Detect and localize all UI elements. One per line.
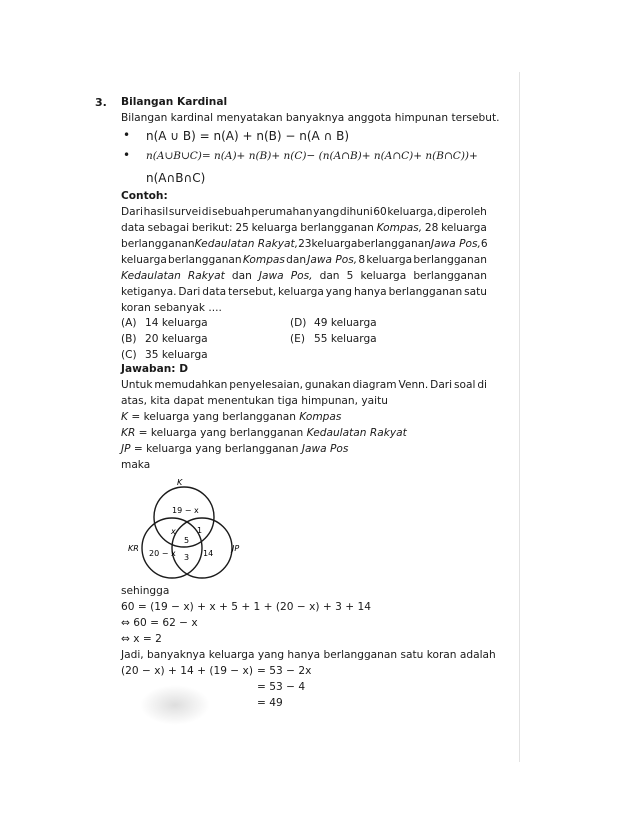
scan-smudge xyxy=(140,685,210,725)
section-number: 3. xyxy=(95,96,107,109)
option-a: (A) 14 keluarga xyxy=(121,317,208,329)
example-line-7: koran sebanyak .... xyxy=(121,302,222,314)
formula-union-two: n(A ∪ B) = n(A) + n(B) − n(A ∩ B) xyxy=(146,129,350,143)
example-line-2: data sebagai berikut: 25 keluarga berlangganan Kompas, 28 keluarga xyxy=(121,222,487,234)
example-line-3: berlangganan Kedaulatan Rakyat, 23 keluarga berlangganan Jawa Pos, 6 xyxy=(121,238,488,250)
venn-region-jp-only: 14 xyxy=(203,549,214,558)
venn-label-kr: KR xyxy=(128,544,139,553)
option-d: (D) 49 keluarga xyxy=(290,317,377,329)
option-e: (E) 55 keluarga xyxy=(290,333,377,345)
equation-3: ⇔ x = 2 xyxy=(121,633,162,645)
section-intro: Bilangan kardinal menyatakan banyaknya anggota himpunan tersebut. xyxy=(121,112,500,124)
venn-region-kr-only: 20 − x xyxy=(149,549,176,558)
option-b: (B) 20 keluarga xyxy=(121,333,208,345)
venn-region-k-only: 19 − x xyxy=(172,506,199,515)
formula-union-three: n(A∪B∪C)= n(A)+ n(B)+ n(C)− (n(A∩B)+ n(A∩C)+ n(B∩C))+ xyxy=(146,150,478,162)
example-line-1: Dari hasil survei di sebuah perumahan yang dihuni 60 keluarga, diperoleh xyxy=(121,206,487,218)
answer-heading: Jawaban: D xyxy=(121,363,189,375)
answer-line-2: atas, kita dapat menentukan tiga himpunan, yaitu xyxy=(121,395,388,407)
venn-label-jp: JP xyxy=(232,544,240,553)
example-line-6: ketiganya. Dari data tersebut, keluarga yang hanya berlangganan satu xyxy=(121,286,487,298)
example-line-4: keluarga berlangganan Kompas dan Jawa Pos, 8 keluarga berlangganan xyxy=(121,254,487,266)
calc-lhs: (20 − x) + 14 + (19 − x) xyxy=(121,665,253,677)
section-title: Bilangan Kardinal xyxy=(121,96,228,108)
venn-label-k: K xyxy=(177,478,183,487)
page-edge-line xyxy=(519,72,520,762)
example-line-5: Kedaulatan Rakyat dan Jawa Pos, dan 5 keluarga berlangganan xyxy=(121,270,487,282)
definition-k: K = keluarga yang berlangganan Kompas xyxy=(121,411,342,423)
definition-kr: KR = keluarga yang berlangganan Kedaulatan Rakyat xyxy=(121,427,407,439)
bullet-icon: • xyxy=(123,128,131,142)
maka-text: maka xyxy=(121,459,151,471)
venn-region-k-jp: 1 xyxy=(197,526,203,535)
venn-region-all: 5 xyxy=(184,536,190,545)
bullet-icon: • xyxy=(123,148,131,162)
example-heading: Contoh: xyxy=(121,190,168,202)
calc-step-1: = 53 − 2x xyxy=(257,665,312,677)
conclusion-text: Jadi, banyaknya keluarga yang hanya berlangganan satu koran adalah xyxy=(121,649,496,661)
answer-line-1: Untuk memudahkan penyelesaian, gunakan diagram Venn. Dari soal di xyxy=(121,379,487,391)
equation-1: 60 = (19 − x) + x + 5 + 1 + (20 − x) + 3 + 14 xyxy=(121,601,371,613)
venn-region-k-kr: x xyxy=(171,527,176,536)
formula-union-three-cont: n(A∩B∩C) xyxy=(146,171,206,185)
calc-step-3: = 49 xyxy=(257,697,283,709)
sehingga-text: sehingga xyxy=(121,585,170,597)
venn-diagram xyxy=(128,474,258,586)
venn-region-kr-jp: 3 xyxy=(184,553,190,562)
calc-step-2: = 53 − 4 xyxy=(257,681,306,693)
definition-jp: JP = keluarga yang berlangganan Jawa Pos xyxy=(121,443,349,455)
option-c: (C) 35 keluarga xyxy=(121,349,208,361)
equation-2: ⇔ 60 = 62 − x xyxy=(121,617,198,629)
